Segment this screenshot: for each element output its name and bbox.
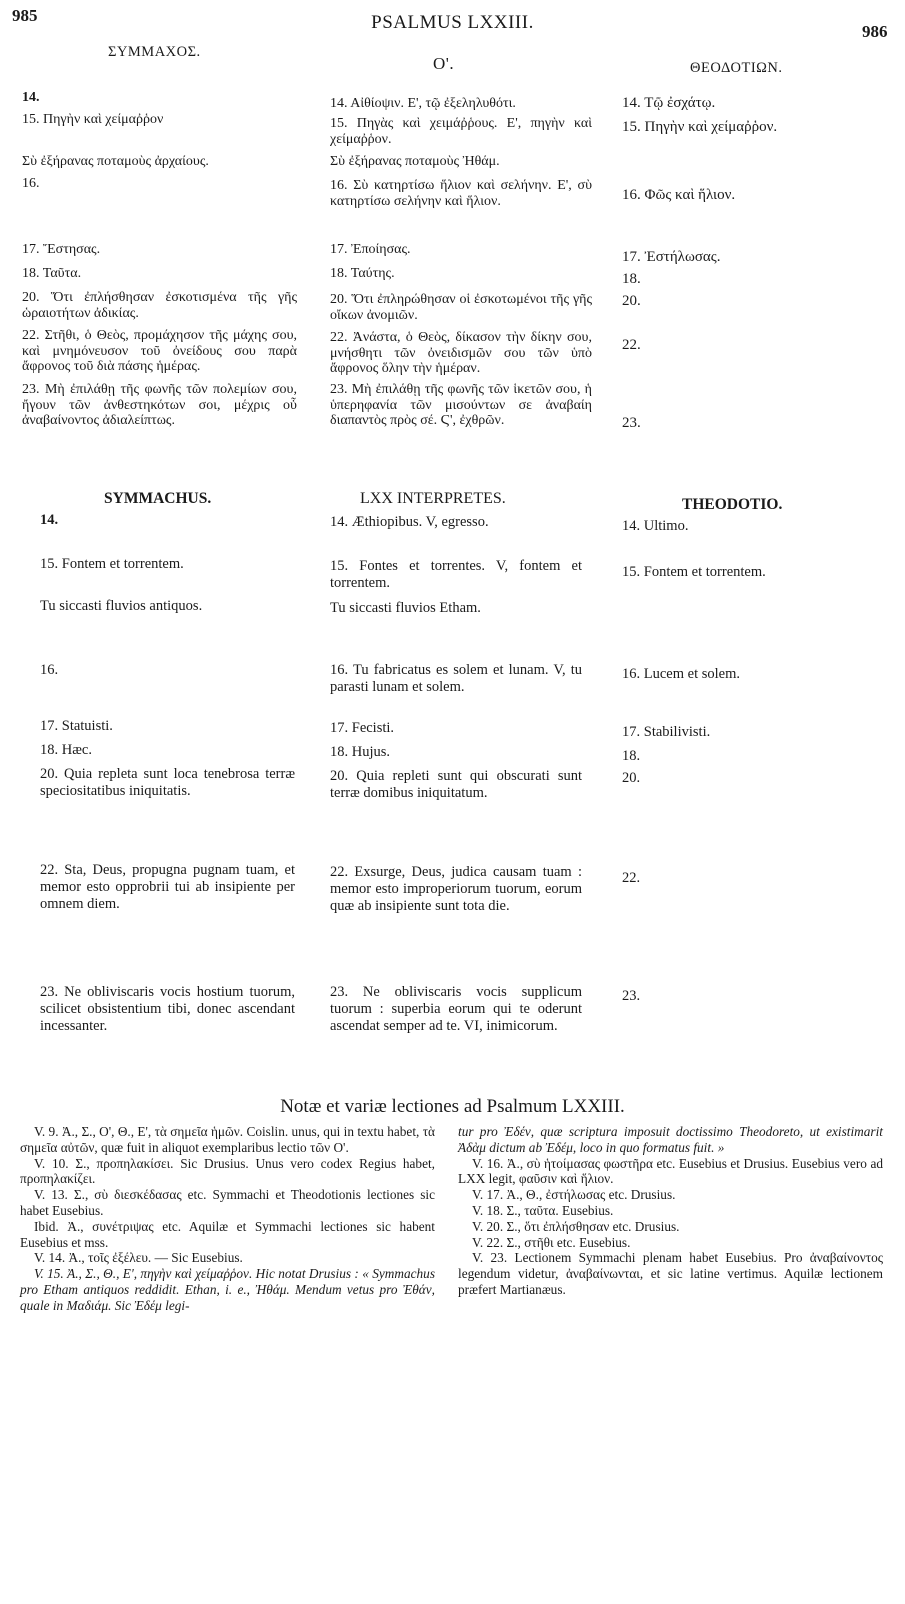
latin-theod-v22: 22. — [622, 870, 641, 886]
latin-symmachus-v22: 22. Sta, Deus, propugna pugnam tuam, et memor esto opprobrii tui ab insipiente per omnem diem. — [40, 862, 295, 912]
greek-symmachus-v18: 18. Ταῦτα. — [22, 266, 82, 281]
greek-symmachus-v23: 23. Μὴ ἐπιλάθῃ τῆς φωνῆς τῶν πολεμίων σου, ἤγουν τῶν ἀνθεστηκότων σοι, μέχρις οὗ ἀναβαίνοντος ἀδιαλείπτως. — [22, 382, 297, 428]
latin-lxx-v16: 16. Tu fabricatus es solem et lunam. V, tu parasti lunam et solem. — [330, 662, 582, 695]
notes-right-column — [458, 1124, 883, 1298]
greek-header-theodotion: ΘΕΟΔΟΤΙΩΝ. — [690, 60, 783, 76]
latin-symmachus-v15b: Tu siccasti fluvios antiquos. — [40, 598, 203, 614]
latin-symmachus-v17: 17. Statuisti. — [40, 718, 113, 734]
note-v17: V. 17. Ἀ., Θ., ἐστήλωσας etc. Drusius. — [472, 1187, 676, 1203]
latin-lxx-v22: 22. Exsurge, Deus, judica causam tuam : memor esto improperiorum tuorum, eorum quæ ab insipiente sunt tota die. — [330, 864, 582, 914]
note-v13-ibid: Ibid. Ἀ., συνέτριψας etc. Aquilæ et Symmachi lectiones sic habent Eusebius et mss. — [20, 1218, 435, 1250]
greek-theod-v18: 18. — [622, 271, 641, 287]
latin-theod-v15: 15. Fontem et torrentem. — [622, 564, 766, 580]
greek-symmachus-v22: 22. Στῆθι, ὁ Θεὸς, προμάχησον τῆς μάχης σου, καὶ μνημόνευσον τοῦ ὀνείδους σου παρὰ ἄφρονος τοῦ διὰ πάσης ἡμέρας. — [22, 328, 297, 374]
note-v15: V. 15. Ἀ., Σ., Θ., Ε', πηγὴν καὶ χείμαῤῥον. Hic notat Drusius : « Symmachus pro Etham antiquos reddidit. Ethan, i. e., Ἠθάμ. Mendum vetus pro Ἐθάν, quale in Μαδιάμ. Sic Ἐδέμ legi- — [20, 1266, 435, 1313]
greek-lxx-v15b: Σὺ ἐξήρανας ποταμοὺς Ἠθάμ. — [330, 154, 500, 169]
greek-symmachus-v17: 17. Ἔστησας. — [22, 242, 101, 257]
note-v14: V. 14. Ἀ., τοῖς ἐξέλευ. — Sic Eusebius. — [34, 1250, 243, 1266]
latin-theod-v23: 23. — [622, 988, 641, 1004]
greek-theod-v23: 23. — [622, 415, 641, 431]
latin-symmachus-v16: 16. — [40, 662, 59, 678]
notes-title: Notæ et variæ lectiones ad Psalmum LXXIII. — [280, 1096, 625, 1117]
note-v15-cont: tur pro Ἐδέν, quæ scriptura imposuit doctissimo Theodoreto, ut existimarit Ἀδὰμ dictum ab Ἐδέμ, loco in quo formatus fuit. » — [458, 1124, 883, 1155]
latin-symmachus-v23: 23. Ne obliviscaris vocis hostium tuorum, scilicet obsistentium tibi, donec ascendant incessanter. — [40, 984, 295, 1034]
greek-symmachus-v16: 16. — [22, 176, 40, 191]
greek-lxx-v20: 20. Ὅτι ἐπληρώθησαν οἱ ἐσκοτωμένοι τῆς γῆς οἴκων ἀνομιῶν. — [330, 292, 592, 323]
latin-theod-v16: 16. Lucem et solem. — [622, 666, 740, 682]
greek-theod-v15: 15. Πηγὴν καὶ χείμαῤῥον. — [622, 119, 778, 135]
greek-symmachus-v20: 20. Ὅτι ἐπλήσθησαν ἐσκοτισμένα τῆς γῆς ὡραιοτήτων ἀδικίας. — [22, 290, 297, 321]
latin-symmachus-v18: 18. Hæc. — [40, 742, 92, 758]
latin-theod-v14: 14. Ultimo. — [622, 518, 689, 534]
greek-lxx-v15: 15. Πηγὰς καὶ χειμάῤῥους. Ε', πηγὴν καὶ χείμαῤῥον. — [330, 116, 592, 147]
latin-lxx-v15b: Tu siccasti fluvios Etham. — [330, 600, 481, 616]
note-v10: V. 10. Σ., προπηλακίσει. Sic Drusius. Unus vero codex Regius habet, προπηλακίζει. — [20, 1155, 435, 1187]
greek-lxx-v17: 17. Ἐποίησας. — [330, 242, 411, 257]
greek-header-symmachus: ΣΥΜΜΑΧΟΣ. — [108, 44, 201, 60]
notes-left-column — [20, 1124, 435, 1314]
latin-lxx-v14: 14. Æthiopibus. V, egresso. — [330, 514, 489, 530]
greek-lxx-v22: 22. Ἀνάστα, ὁ Θεὸς, δίκασον τὴν δίκην σου, μνήσθητι τῶν ὀνειδισμῶν σου τῶν ὑπὸ ἄφρονος ὅλην τὴν ἡμέραν. — [330, 330, 592, 376]
note-v16: V. 16. Ἀ., σὺ ἡτοίμασας φωστῆρα etc. Eusebius et Drusius. Eusebius vero ad LXX legit, φαῦσιν καὶ ἥλιον. — [458, 1155, 883, 1187]
greek-theod-v22: 22. — [622, 337, 641, 353]
greek-theod-v17: 17. Ἐστήλωσας. — [622, 249, 721, 265]
latin-lxx-v23: 23. Ne obliviscaris vocis supplicum tuorum : superbia eorum qui te oderunt ascendat semper ad te. VI, inimicorum. — [330, 984, 582, 1034]
page-number-right: 986 — [862, 22, 888, 41]
greek-header-septuagint: Ο'. — [433, 54, 455, 73]
greek-theod-v14: 14. Τῷ ἐσχάτῳ. — [622, 95, 716, 111]
latin-lxx-v15: 15. Fontes et torrentes. V, fontem et torrentem. — [330, 558, 582, 591]
latin-symmachus-v14: 14. — [40, 512, 59, 528]
latin-header-theodotion: THEODOTIO. — [682, 496, 783, 513]
greek-symmachus-v15b: Σὺ ἐξήρανας ποταμοὺς ἀρχαίους. — [22, 154, 209, 169]
greek-lxx-v16: 16. Σὺ κατηρτίσω ἥλιον καὶ σελήνην. Ε', σὺ κατηρτίσω σελήνην καὶ ἥλιον. — [330, 178, 592, 209]
latin-lxx-v18: 18. Hujus. — [330, 744, 391, 760]
greek-symmachus-v14: 14. — [22, 90, 40, 105]
latin-theod-v17: 17. Stabilivisti. — [622, 724, 711, 740]
page-number-left: 985 — [12, 6, 38, 25]
latin-header-symmachus: SYMMACHUS. — [104, 490, 212, 507]
greek-lxx-v23: 23. Μὴ ἐπιλάθῃ τῆς φωνῆς τῶν ἱκετῶν σου, ἡ ὑπερηφανία τῶν μισούντων σε ἀναβαίη διαπαντὸς πρὸς σέ. Ϛ', ἐχθρῶν. — [330, 382, 592, 428]
latin-lxx-v17: 17. Fecisti. — [330, 720, 395, 736]
note-v20: V. 20. Σ., ὅτι ἐπλήσθησαν etc. Drusius. — [472, 1218, 680, 1234]
latin-theod-v20: 20. — [622, 770, 641, 786]
latin-theod-v18: 18. — [622, 748, 641, 764]
greek-theod-v16: 16. Φῶς καὶ ἥλιον. — [622, 187, 736, 203]
note-v9: V. 9. Ἀ., Σ., Ο', Θ., Ε', τὰ σημεῖα ἡμῶν. Coislin. unus, qui in textu habet, τὰ σημεῖα αὐτῶν, quæ fuit in aliquot exemplaribus lectio τῶν Ο'. — [20, 1124, 435, 1155]
latin-lxx-v20: 20. Quia repleti sunt qui obscurati sunt terræ domibus iniquitatum. — [330, 768, 582, 801]
note-v13: V. 13. Σ., σὺ διεσκέδασας etc. Symmachi et Theodotionis lectiones sic habet Eusebius. — [20, 1187, 435, 1218]
greek-theod-v20: 20. — [622, 293, 641, 309]
latin-symmachus-v15: 15. Fontem et torrentem. — [40, 556, 184, 572]
note-v23: V. 23. Lectionem Symmachi plenam habet Eusebius. Pro ἀναβαίνοντος legendum videtur, ἀναβαίνωνται, et sic latine vertimus. Aquilæ lectionem præfert Martianæus. — [458, 1250, 883, 1297]
latin-header-septuagint: LXX INTERPRETES. — [360, 490, 506, 507]
latin-symmachus-v20: 20. Quia repleta sunt loca tenebrosa terræ speciositatibus iniquitatis. — [40, 766, 295, 799]
note-v22: V. 22. Σ., στῆθι etc. Eusebius. — [472, 1234, 631, 1250]
page-title: PSALMUS LXXIII. — [371, 12, 534, 33]
greek-lxx-v18: 18. Ταύτης. — [330, 266, 395, 281]
note-v18: V. 18. Σ., ταῦτα. Eusebius. — [472, 1202, 614, 1218]
greek-symmachus-v15: 15. Πηγὴν καὶ χείμαῤῥον — [22, 112, 164, 127]
greek-lxx-v14: 14. Αἰθίοψιν. Ε', τῷ ἐξεληλυθότι. — [330, 96, 516, 111]
